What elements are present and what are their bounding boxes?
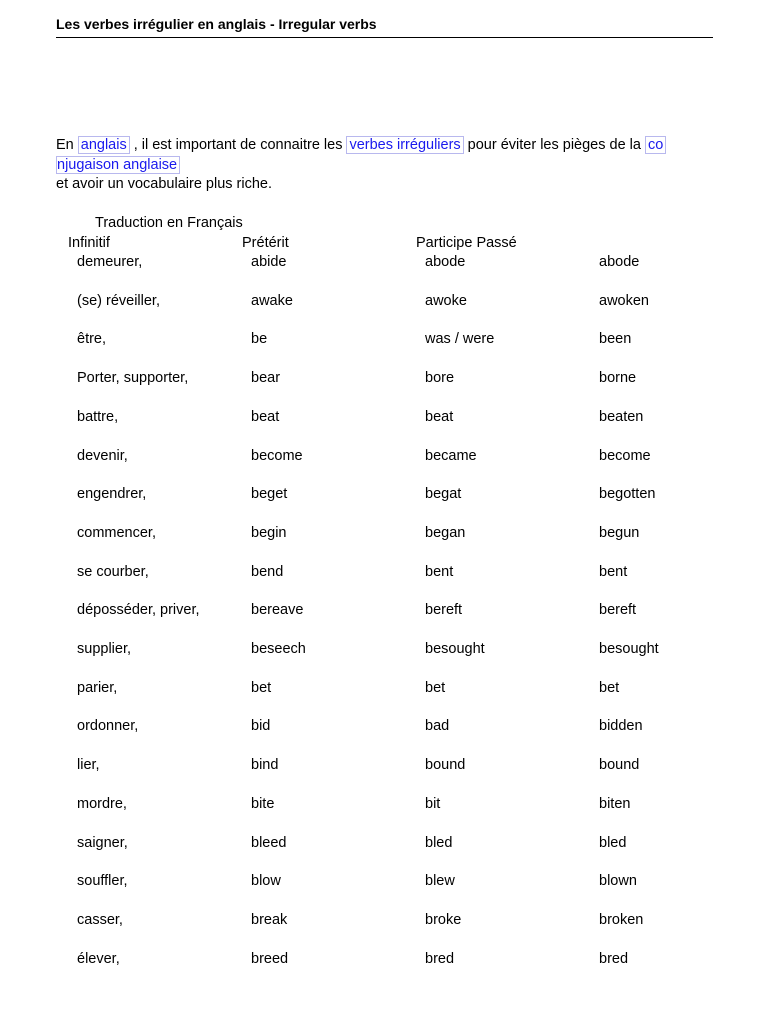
cell-traduction: supplier, [77, 641, 132, 657]
link-conjugaison-start[interactable]: co [645, 136, 666, 154]
cell-infinitif: bet [251, 679, 272, 696]
cell-preterit: was / were [425, 331, 495, 348]
cell-infinitif: bite [251, 795, 275, 812]
table-row [0, 680, 768, 700]
cell-participe: abode [599, 254, 640, 270]
cell-participe: bound [599, 757, 640, 774]
cell-traduction: battre, [77, 408, 119, 425]
cell-preterit: begat [425, 486, 462, 503]
header-preterit: Prétérit [242, 235, 289, 251]
cell-traduction: être, [77, 331, 107, 348]
table-row [0, 873, 768, 893]
cell-traduction: demeurer, [77, 254, 143, 270]
cell-infinitif: abide [251, 254, 287, 270]
table-row [0, 641, 768, 661]
cell-preterit: bent [425, 563, 454, 580]
cell-traduction: Porter, supporter, [77, 370, 189, 387]
link-conjugaison-end[interactable]: njugaison anglaise [56, 156, 180, 174]
table-row [0, 409, 768, 429]
table-row [0, 370, 768, 390]
cell-participe: bent [599, 563, 628, 580]
cell-traduction: casser, [77, 911, 123, 928]
table-row [0, 331, 768, 351]
table-row [0, 254, 768, 274]
cell-infinitif: begin [251, 524, 287, 541]
table-row [0, 718, 768, 738]
cell-preterit: broke [425, 911, 462, 928]
table-row [0, 525, 768, 545]
cell-infinitif: beseech [251, 641, 306, 657]
link-verbes-irreguliers[interactable]: verbes irréguliers [346, 136, 463, 154]
cell-participe: bled [599, 834, 627, 851]
cell-participe: begun [599, 524, 640, 541]
cell-infinitif: beget [251, 486, 288, 503]
table-row [0, 564, 768, 584]
cell-participe: bidden [599, 718, 643, 735]
cell-infinitif: blow [251, 873, 281, 890]
intro-text-4: et avoir un vocabulaire plus riche. [56, 176, 273, 192]
cell-traduction: élever, [77, 950, 120, 967]
cell-infinitif: bend [251, 563, 284, 580]
cell-preterit: beat [425, 408, 454, 425]
cell-traduction: (se) réveiller, [77, 292, 160, 309]
header-traduction: Traduction en Français [95, 215, 243, 231]
table-row [0, 486, 768, 506]
page-header: Les verbes irrégulier en anglais - Irregular verbs [56, 14, 713, 38]
table-row [0, 757, 768, 777]
table-row [0, 796, 768, 816]
cell-preterit: bereft [425, 602, 463, 619]
cell-preterit: began [425, 524, 466, 541]
cell-infinitif: break [251, 911, 288, 928]
cell-infinitif: breed [251, 950, 289, 967]
intro-text-3: pour éviter les pièges de la [467, 137, 641, 153]
cell-participe: beaten [599, 408, 644, 425]
cell-traduction: mordre, [77, 795, 127, 812]
header-participe: Participe Passé [416, 235, 517, 251]
cell-participe: besought [599, 641, 659, 657]
cell-participe: bred [599, 950, 629, 967]
cell-preterit: bound [425, 757, 466, 774]
cell-participe: bereft [599, 602, 637, 619]
cell-participe: begotten [599, 486, 656, 503]
cell-preterit: blew [425, 873, 455, 890]
cell-preterit: abode [425, 254, 466, 270]
cell-traduction: parier, [77, 679, 118, 696]
cell-traduction: lier, [77, 757, 100, 774]
link-anglais[interactable]: anglais [78, 136, 130, 154]
cell-preterit: bet [425, 679, 446, 696]
header-infinitif: Infinitif [68, 235, 110, 251]
cell-traduction: devenir, [77, 447, 128, 464]
cell-traduction: se courber, [77, 563, 149, 580]
cell-participe: awoken [599, 292, 649, 309]
table-row [0, 951, 768, 971]
cell-participe: become [599, 447, 651, 464]
cell-participe: biten [599, 795, 631, 812]
cell-infinitif: become [251, 447, 303, 464]
table-row [0, 912, 768, 932]
cell-preterit: became [425, 447, 477, 464]
cell-preterit: bad [425, 718, 450, 735]
cell-traduction: déposséder, priver, [77, 602, 200, 619]
table-row [0, 835, 768, 855]
cell-infinitif: awake [251, 292, 293, 309]
cell-traduction: ordonner, [77, 718, 139, 735]
cell-traduction: commencer, [77, 524, 156, 541]
cell-preterit: bore [425, 370, 455, 387]
intro-paragraph [56, 136, 716, 195]
cell-participe: blown [599, 873, 637, 890]
cell-traduction: saigner, [77, 834, 128, 851]
cell-participe: borne [599, 370, 637, 387]
table-row [0, 448, 768, 468]
intro-text-2: , il est important de connaitre les [133, 137, 343, 153]
cell-preterit: awoke [425, 292, 467, 309]
cell-traduction: engendrer, [77, 486, 147, 503]
cell-infinitif: beat [251, 408, 280, 425]
cell-infinitif: bid [251, 718, 271, 735]
cell-participe: broken [599, 911, 644, 928]
cell-infinitif: be [251, 331, 268, 348]
cell-traduction: souffler, [77, 873, 128, 890]
cell-preterit: bit [425, 795, 441, 812]
cell-preterit: bred [425, 950, 455, 967]
cell-infinitif: bleed [251, 834, 287, 851]
table-row [0, 293, 768, 313]
cell-infinitif: bear [251, 370, 281, 387]
cell-preterit: bled [425, 834, 453, 851]
cell-infinitif: bind [251, 757, 279, 774]
cell-preterit: besought [425, 641, 485, 657]
cell-participe: been [599, 331, 632, 348]
intro-text-1: En [56, 137, 74, 153]
cell-infinitif: bereave [251, 602, 304, 619]
table-row [0, 602, 768, 622]
cell-participe: bet [599, 679, 620, 696]
